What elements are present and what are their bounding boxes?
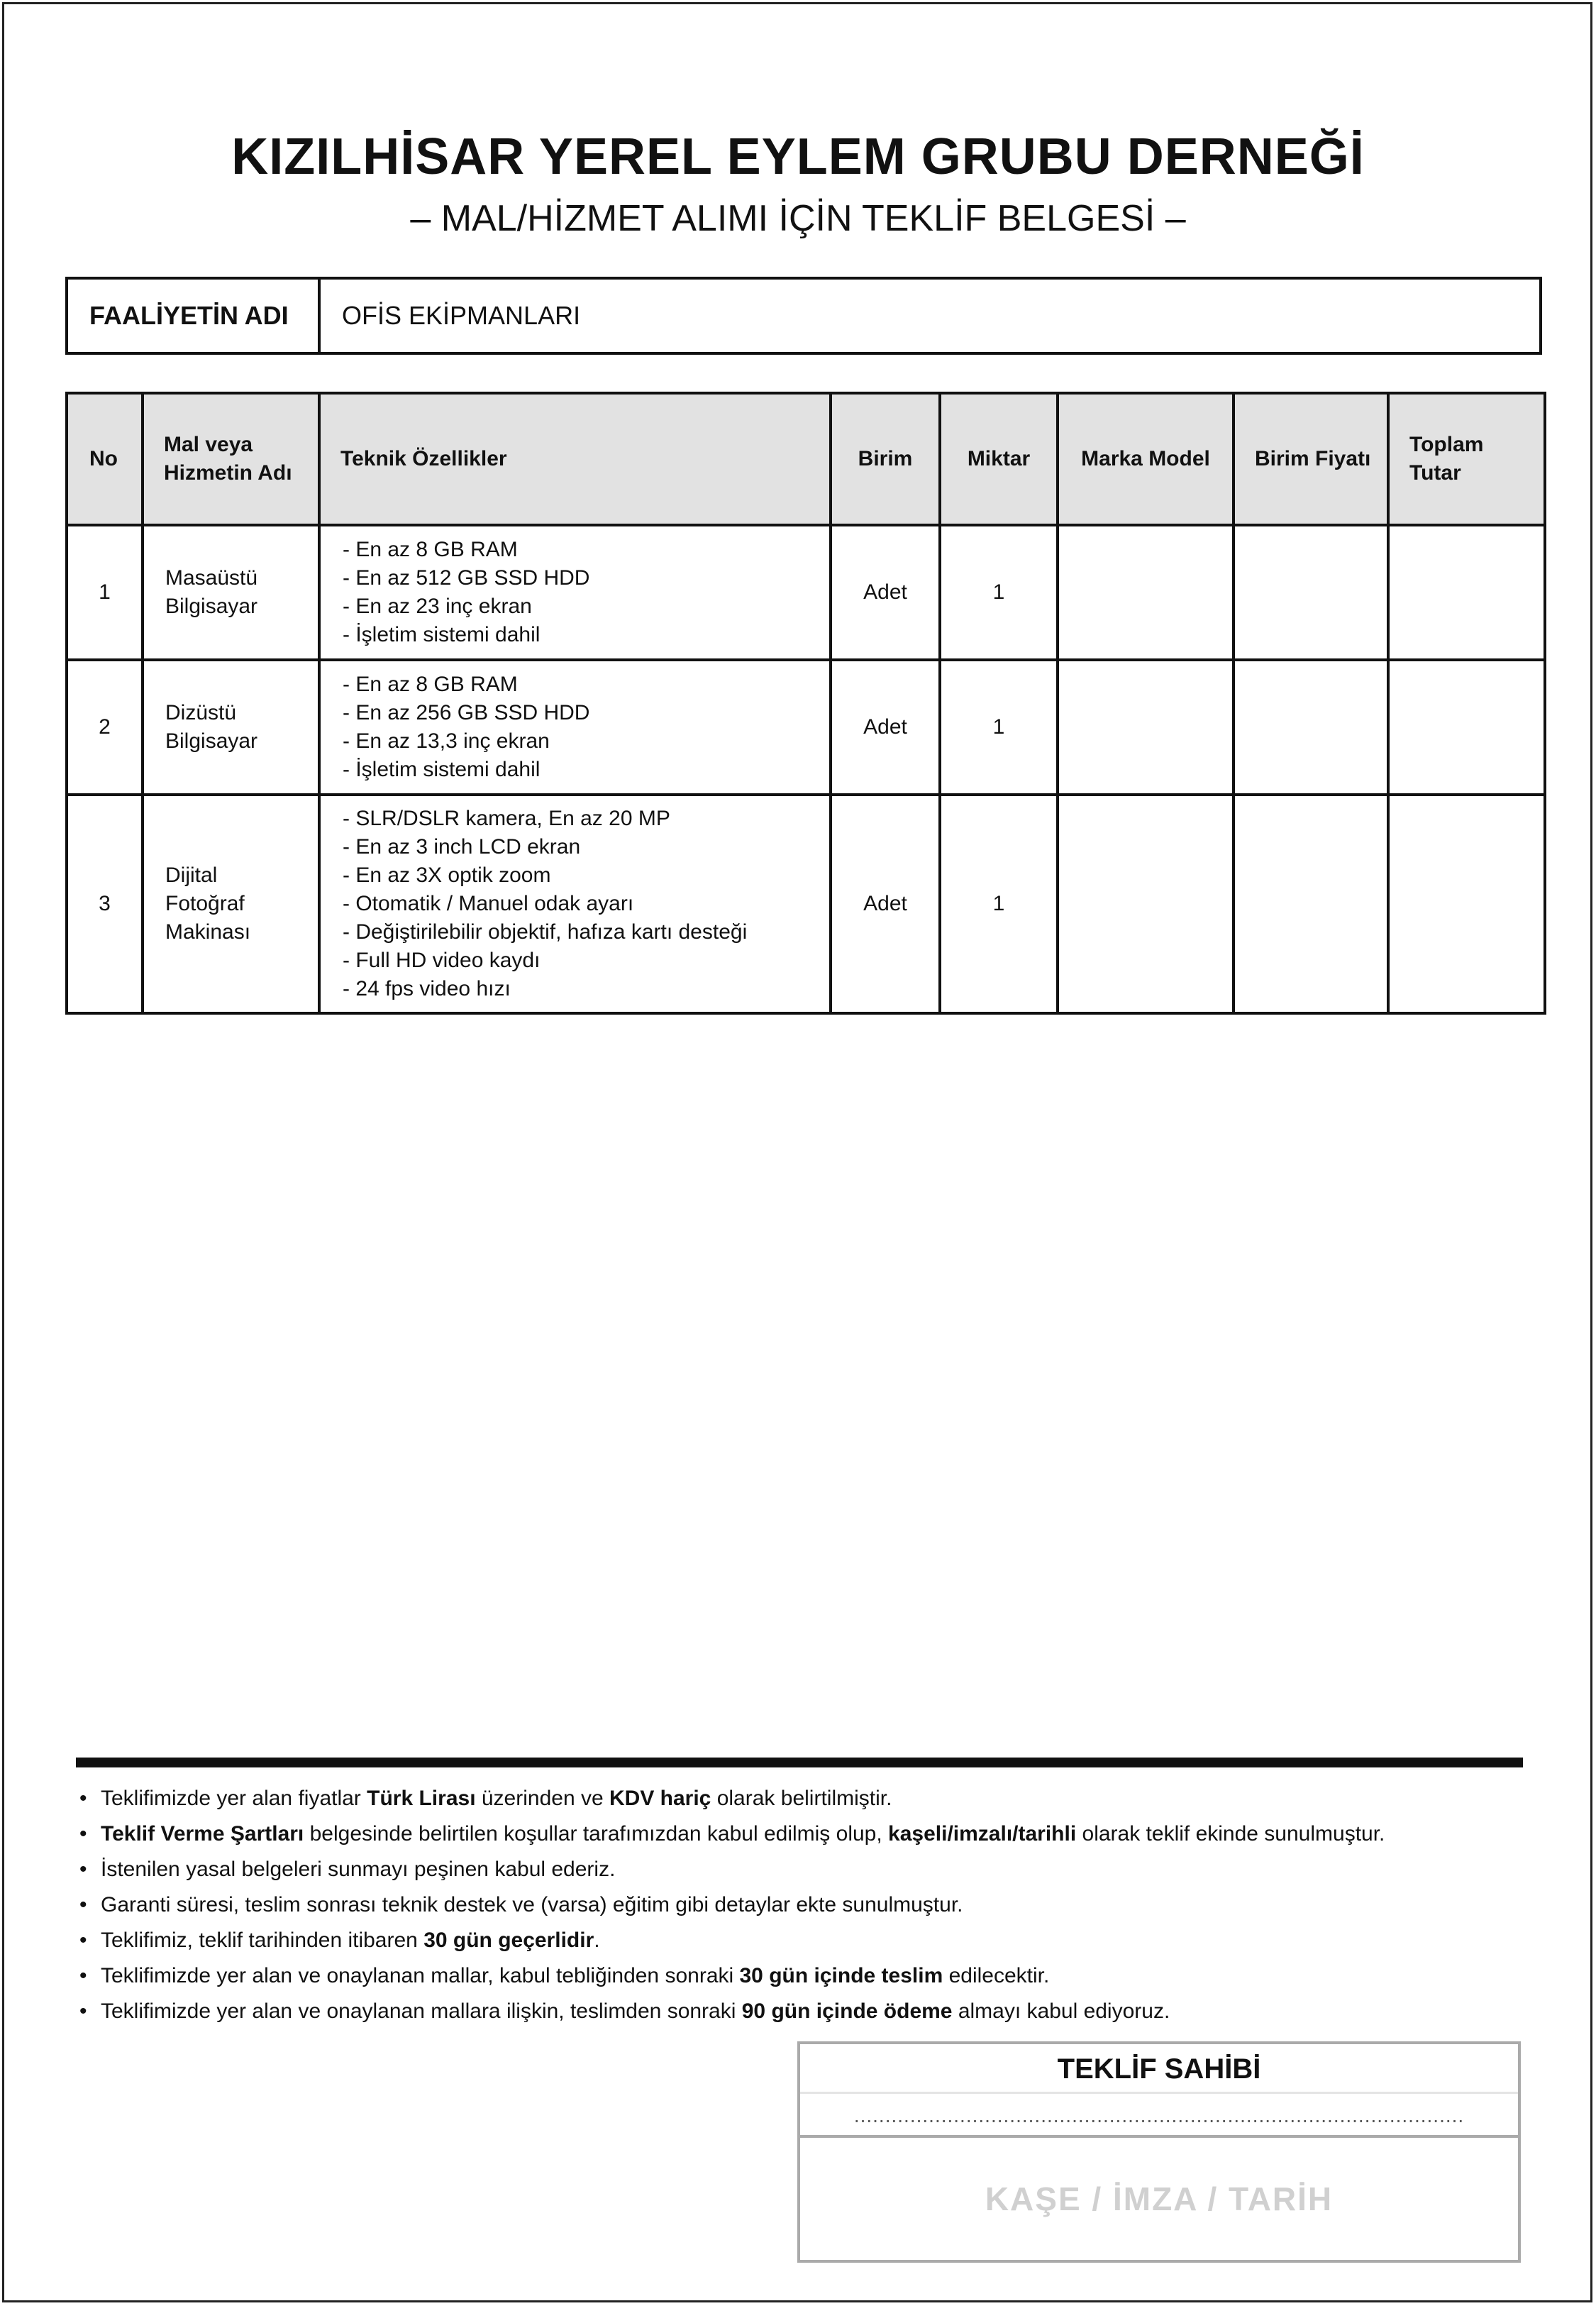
signature-title: TEKLİF SAHİBİ: [800, 2044, 1518, 2094]
spec-item: - En az 13,3 inç ekran: [343, 727, 829, 756]
terms-item: [79, 1958, 1534, 1994]
spec-item: - İşletim sistemi dahil: [343, 756, 829, 784]
item-name-line: Bilgisayar: [165, 595, 258, 618]
row-specs: [319, 525, 831, 660]
terms-item: [79, 1887, 1534, 1923]
terms-text: Teklifimizde yer alan ve onaylanan mallara ilişkin, teslimden sonraki: [101, 1999, 742, 2023]
row-specs: [319, 660, 831, 795]
row-quantity: 1: [940, 660, 1058, 795]
terms-item: [79, 1923, 1534, 1958]
item-name-line: Bilgisayar: [165, 729, 258, 753]
spec-item: - En az 3X optik zoom: [343, 861, 829, 890]
table-row: [67, 660, 1545, 795]
terms-text: olarak belirtilmiştir.: [711, 1787, 892, 1810]
terms-bold-text: Teklif Verme Şartları: [101, 1822, 304, 1846]
spec-list: [321, 805, 829, 1003]
col-header-total: Toplam Tutar: [1388, 393, 1545, 525]
row-quantity: 1: [940, 525, 1058, 660]
terms-text: Teklifimiz, teklif tarihinden itibaren: [101, 1929, 424, 1952]
terms-bold-text: 90 gün içinde ödeme: [741, 1999, 953, 2023]
table-row: [67, 525, 1545, 660]
spec-item: - En az 23 inç ekran: [343, 592, 829, 621]
terms-text: Garanti süresi, teslim sonrası teknik destek ve (varsa) eğitim gibi detaylar ekte sunulmuştur.: [101, 1893, 963, 1916]
terms-bold-text: kaşeli/imzalı/tarihli: [888, 1822, 1077, 1846]
terms-text: .: [594, 1929, 600, 1952]
terms-text: olarak teklif ekinde sunulmuştur.: [1076, 1822, 1385, 1846]
row-total[interactable]: [1388, 795, 1545, 1013]
table-header-row: [67, 393, 1545, 525]
row-brand-model[interactable]: [1058, 795, 1234, 1013]
row-no: 3: [67, 795, 143, 1013]
terms-item: [79, 1852, 1534, 1887]
spec-item: - SLR/DSLR kamera, En az 20 MP: [343, 805, 829, 833]
col-header-unit-price: Birim Fiyatı: [1234, 393, 1388, 525]
row-unit: Adet: [831, 525, 940, 660]
document-subtitle: – MAL/HİZMET ALIMI İÇİN TEKLİF BELGESİ –: [410, 198, 1186, 239]
terms-text: almayı kabul ediyoruz.: [952, 1999, 1170, 2023]
row-item-name: [143, 795, 319, 1013]
col-header-no: No: [67, 393, 143, 525]
row-unit-price[interactable]: [1234, 660, 1388, 795]
row-specs: [319, 795, 831, 1013]
document-title: KIZILHİSAR YEREL EYLEM GRUBU DERNEĞİ: [231, 128, 1365, 185]
activity-name-box: [65, 277, 1542, 355]
section-divider: [76, 1758, 1523, 1767]
col-header-unit: Birim: [831, 393, 940, 525]
terms-bold-text: Türk Lirası: [367, 1787, 476, 1810]
spec-item: - En az 256 GB SSD HDD: [343, 699, 829, 727]
row-item-name: [143, 525, 319, 660]
row-unit: Adet: [831, 660, 940, 795]
terms-text: edilecektir.: [943, 1964, 1050, 1987]
spec-item: - Full HD video kaydı: [343, 947, 829, 975]
row-no: 1: [67, 525, 143, 660]
signature-name-line[interactable]: ..................................................................................................: [800, 2094, 1518, 2138]
items-table: [65, 392, 1546, 1015]
row-unit-price[interactable]: [1234, 525, 1388, 660]
item-name-line: Makinası: [165, 920, 251, 944]
row-unit-price[interactable]: [1234, 795, 1388, 1013]
row-brand-model[interactable]: [1058, 660, 1234, 795]
row-brand-model[interactable]: [1058, 525, 1234, 660]
signature-box: [797, 2041, 1521, 2263]
spec-item: - En az 8 GB RAM: [343, 671, 829, 699]
item-name-line: Dijital: [165, 864, 218, 887]
terms-bold-text: 30 gün geçerlidir: [423, 1929, 594, 1952]
col-header-item-name: Mal veya Hizmetin Adı: [143, 393, 319, 525]
item-name-line: Fotoğraf: [165, 892, 245, 915]
spec-item: - Değiştirilebilir objektif, hafıza kartı desteği: [343, 918, 829, 947]
terms-text: belgesinde belirtilen koşullar tarafımızdan kabul edilmiş olup,: [304, 1822, 889, 1846]
stamp-signature-date-area[interactable]: KAŞE / İMZA / TARİH: [985, 2180, 1334, 2217]
spec-item: - İşletim sistemi dahil: [343, 621, 829, 649]
terms-bold-text: KDV hariç: [609, 1787, 711, 1810]
spec-item: - En az 8 GB RAM: [343, 536, 829, 564]
row-total[interactable]: [1388, 660, 1545, 795]
activity-label: FAALİYETİN ADI: [68, 280, 321, 352]
col-header-specs: Teknik Özellikler: [319, 393, 831, 525]
spec-list: [321, 536, 829, 649]
col-header-brand-model: Marka Model: [1058, 393, 1234, 525]
terms-item: [79, 1816, 1534, 1852]
row-no: 2: [67, 660, 143, 795]
item-name-line: Dizüstü: [165, 701, 237, 724]
spec-item: - En az 512 GB SSD HDD: [343, 564, 829, 592]
row-total[interactable]: [1388, 525, 1545, 660]
spec-item: - Otomatik / Manuel odak ayarı: [343, 890, 829, 918]
spec-item: - 24 fps video hızı: [343, 975, 829, 1003]
terms-text: İstenilen yasal belgeleri sunmayı peşinen kabul ederiz.: [101, 1858, 616, 1881]
row-item-name: [143, 660, 319, 795]
row-unit: Adet: [831, 795, 940, 1013]
terms-bold-text: 30 gün içinde teslim: [739, 1964, 943, 1987]
terms-item: [79, 1994, 1534, 2029]
terms-text: üzerinden ve: [475, 1787, 609, 1810]
spec-item: - En az 3 inch LCD ekran: [343, 833, 829, 861]
terms-text: Teklifimizde yer alan ve onaylanan mallar, kabul tebliğinden sonraki: [101, 1964, 740, 1987]
col-header-quantity: Miktar: [940, 393, 1058, 525]
item-name-line: Masaüstü: [165, 566, 258, 590]
activity-value: OFİS EKİPMANLARI: [342, 301, 581, 330]
spec-list: [321, 671, 829, 784]
terms-text: Teklifimizde yer alan fiyatlar: [101, 1787, 367, 1810]
terms-item: [79, 1781, 1534, 1816]
terms-list: [79, 1781, 1534, 2029]
table-row: [67, 795, 1545, 1013]
row-quantity: 1: [940, 795, 1058, 1013]
